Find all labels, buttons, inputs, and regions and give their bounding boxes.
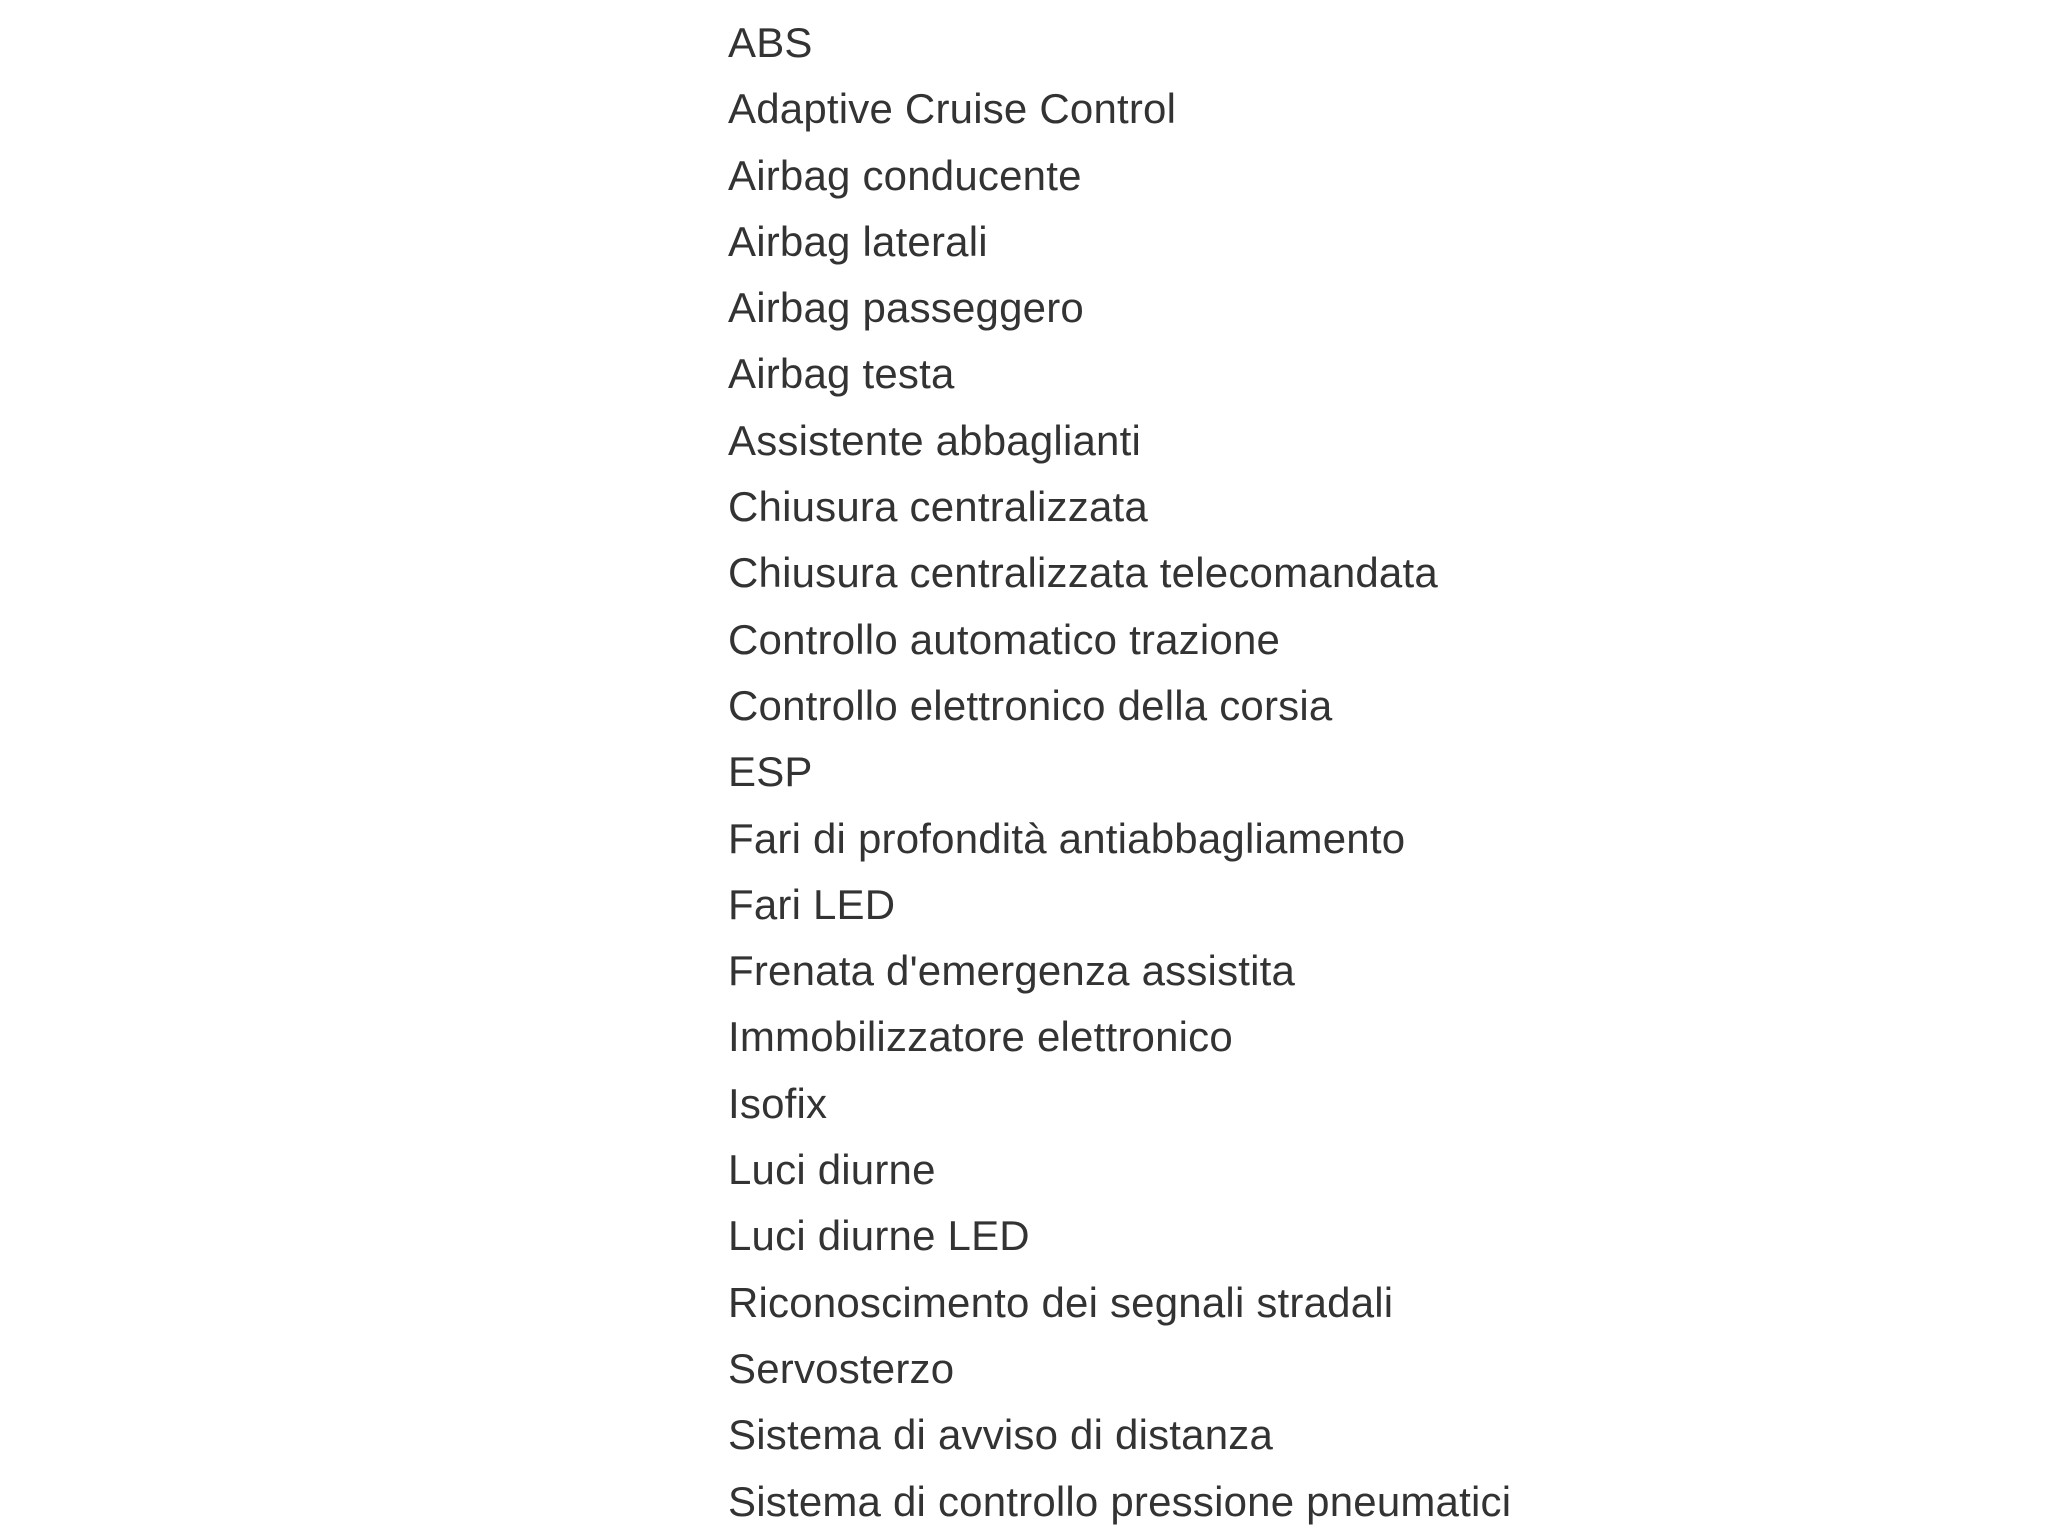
list-item: Sistema di controllo pressione pneumatici [728,1477,1512,1525]
list-item: Riconoscimento dei segnali stradali [728,1278,1394,1326]
list-item: Luci diurne [728,1146,936,1194]
list-item: Immobilizzatore elettronico [728,1013,1233,1061]
list-item: Fari LED [728,880,896,928]
safety-features-list [728,10,1511,1535]
list-item: Controllo elettronico della corsia [728,681,1333,729]
list-item: Airbag testa [728,350,955,398]
list-item: Chiusura centralizzata telecomandata [728,549,1438,597]
list-item: Airbag passeggero [728,284,1084,332]
list-item: Assistente abbaglianti [728,416,1141,464]
list-item: Airbag conducente [728,151,1082,199]
list-item: Fari di profondità antiabbagliamento [728,814,1406,862]
list-item: Airbag laterali [728,217,988,265]
list-item: Servosterzo [728,1344,955,1392]
list-item: ESP [728,748,813,796]
list-item: Luci diurne LED [728,1212,1030,1260]
list-item: Isofix [728,1079,828,1127]
list-item: Chiusura centralizzata [728,483,1148,531]
list-item: Sistema di avviso di distanza [728,1411,1274,1459]
list-item: Adaptive Cruise Control [728,85,1177,133]
list-item: Frenata d'emergenza assistita [728,947,1296,995]
list-item: ABS [728,19,813,66]
list-item: Controllo automatico trazione [728,615,1281,663]
